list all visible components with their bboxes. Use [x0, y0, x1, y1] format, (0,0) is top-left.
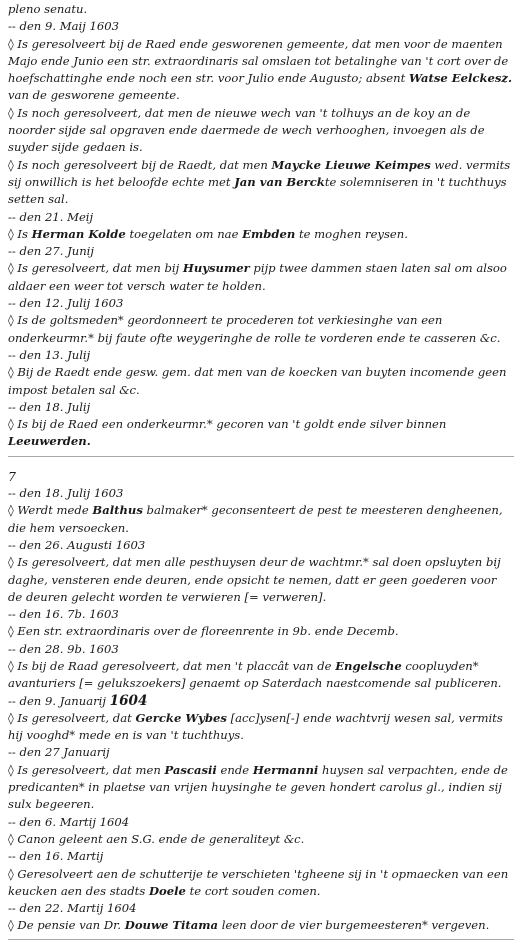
- entry-date: [8, 693, 514, 710]
- text-segment: ◊ Is geresolveert, dat men bij: [8, 261, 183, 276]
- text-segment: -- den 6. Martij 1604: [8, 814, 130, 829]
- text-segment: -- den 28. 9b. 1603: [8, 641, 119, 656]
- text-segment: [acc]ysen[-] ende wachtvrij wesen sal, vermits hij vooghd* mede en is van 't tuchthuys.: [8, 710, 503, 743]
- text-segment: ◊ Is geresolveert, dat: [8, 710, 136, 725]
- entry-date: [8, 347, 514, 364]
- person-or-place-name: Herman Kolde: [31, 226, 126, 241]
- person-or-place-name: Douwe Titama: [124, 918, 219, 933]
- entry-date: [8, 485, 514, 502]
- text-segment: ◊ Is geresolveert, dat men alle pesthuysen deur de wachtmr.* sal doen opsluyten bij daghe, vensteren ende deuren, ende opsicht te nemen, datt er geen goederen voor de deuren gelecht worden te verwieren [= verweren].: [8, 555, 501, 604]
- resolution-entry: [8, 917, 514, 934]
- text-segment: ◊ Is: [8, 226, 32, 241]
- text-segment: ◊ Een str. extraordinaris over de floreenrente in 9b. ende Decemb.: [8, 624, 399, 639]
- text-segment: ◊ Werdt mede: [8, 503, 93, 518]
- entry-date: [8, 744, 514, 761]
- person-or-place-name: Doele: [148, 883, 186, 898]
- entry-date: [8, 209, 514, 226]
- text-segment: balmaker* geconsenteert de pest te meesteren dengheenen, die hem versoecken.: [8, 503, 503, 535]
- text-segment: ◊ Canon geleent aen S.G. ende de generaliteyt &c.: [8, 831, 305, 846]
- entry-date: [8, 18, 514, 35]
- resolution-entry: [8, 416, 514, 451]
- text-segment: -- den 9. Januarij: [8, 693, 110, 708]
- resolution-entry: [8, 157, 514, 209]
- entry-date: [8, 243, 514, 260]
- entry-date: [8, 848, 514, 865]
- entry-date: [8, 641, 514, 658]
- text-segment: -- den 26. Augusti 1603: [8, 537, 146, 552]
- resolution-entry: [8, 710, 514, 745]
- resolution-entry: [8, 554, 514, 606]
- section-2: [8, 485, 514, 935]
- text-segment: leen door de vier burgemeesteren* vergeven.: [218, 918, 490, 933]
- text-segment: te moghen reysen.: [295, 226, 408, 241]
- person-or-place-name: Balthus: [92, 503, 143, 518]
- section-divider: [8, 456, 514, 457]
- text-segment: -- den 16. Martij: [8, 849, 104, 864]
- person-or-place-name: Huysumer: [182, 261, 250, 276]
- resolution-entry: [8, 260, 514, 295]
- person-or-place-name: Jan van Berck: [234, 174, 325, 189]
- text-segment: ◊ Is geresolveert, dat men: [8, 762, 165, 777]
- resolution-entry: [8, 36, 514, 105]
- resolution-entry: [8, 105, 514, 157]
- text-segment: wed. vermits sij onwillich is het beloofde echte met: [8, 157, 511, 189]
- entry-date: [8, 814, 514, 831]
- text-segment: -- den 27 Januarij: [8, 745, 110, 760]
- text-segment: te cort souden comen.: [185, 883, 321, 898]
- text-segment: ◊ Is de goltsmeden* geordonneert te procederen tot verkiesinghe van een onderkeurmr.* bij faute ofte weygeringhe de rolle te vorderen ende te casseren &c.: [8, 313, 501, 345]
- person-or-place-name: Pascasii: [164, 762, 217, 777]
- resolution-entry: [8, 312, 514, 347]
- entry-date: [8, 606, 514, 623]
- resolution-entry: [8, 226, 514, 243]
- section-1: [8, 1, 514, 451]
- resolution-entry: [8, 762, 514, 814]
- page-number: 7: [8, 468, 16, 484]
- text-segment: ◊ Is geresolveert bij de Raed ende gesworenen gemeente, dat men voor de maenten Majo ende Junio een str. extraordinaris sal omslaen tot betalinghe van 't cort over de hoefschattinghe ende noch een str. voor Julio ende Augusto; absent: [8, 36, 509, 86]
- text-segment: ◊ Is noch geresolveert, dat men de nieuwe wech van 't tolhuys an de koy an de noorder sijde sal opgraven ende daermede de wech verhooghen, invoegen als de suyder sijde gedaen is.: [8, 105, 485, 155]
- year-heading: 1604: [109, 692, 148, 709]
- resolution-entry: [8, 502, 514, 537]
- text-segment: ◊ Geresolveert aen de schutterije te verschieten 'tgheene sij in 't opmaecken van een keucken aen des stadts: [8, 866, 509, 898]
- person-or-place-name: Maycke Lieuwe Keimpes: [271, 157, 431, 172]
- resolution-entry: [8, 658, 514, 693]
- text-segment: ◊ Is noch geresolveert bij de Raedt, dat men: [8, 157, 272, 172]
- person-or-place-name: Watse Eelckesz.: [408, 71, 513, 86]
- entry-date: [8, 399, 514, 416]
- entry-date: [8, 900, 514, 917]
- text-segment: -- den 16. 7b. 1603: [8, 607, 119, 622]
- text-segment: coopluyden* avanturiers [= gelukszoekers] genaemt op Saterdach naestcomende sal publiceren.: [8, 658, 502, 691]
- text-segment: -- den 9. Maij 1603: [8, 19, 119, 34]
- text-segment: pleno senatu.: [8, 2, 88, 16]
- entry-date: [8, 295, 514, 312]
- person-or-place-name: Embden: [242, 226, 296, 241]
- resolution-entry: [8, 364, 514, 399]
- resolution-entry: [8, 623, 514, 640]
- text-segment: -- den 12. Julij 1603: [8, 296, 124, 311]
- person-or-place-name: Leeuwerden.: [8, 434, 91, 449]
- text-segment: pijp twee dammen staen laten sal om alsoo aldaer een weer tot versch water te holden.: [8, 261, 507, 293]
- text-segment: ende: [216, 762, 253, 777]
- text-segment: -- den 13. Julij: [8, 347, 91, 362]
- text-segment: -- den 18. Julij: [8, 399, 91, 414]
- text-segment: ◊ Is bij de Raed een onderkeurmr.* gecoren van 't goldt ende silver binnen: [8, 417, 447, 432]
- entry-date: [8, 537, 514, 554]
- resolution-entry: [8, 831, 514, 848]
- text-segment: huysen sal verpachten, ende de predicanten* in plaetse van vrijen huysinghe te geven hondert carolus gl., indien sij sulx begeeren.: [8, 762, 508, 812]
- text-segment: ◊ De pensie van Dr.: [8, 918, 125, 933]
- person-or-place-name: Engelsche: [335, 658, 402, 673]
- text-segment: te solemniseren in 't tuchthuys setten sal.: [8, 174, 507, 207]
- text-segment: -- den 22. Martij 1604: [8, 901, 137, 916]
- text-segment: -- den 18. Julij 1603: [8, 486, 124, 501]
- text-segment: -- den 27. Junij: [8, 244, 94, 259]
- text-segment: ◊ Bij de Raedt ende gesw. gem. dat men van de koecken van buyten incomende geen impost betalen sal &c.: [8, 365, 507, 397]
- resolution-entry: [8, 866, 514, 901]
- text-line: [8, 1, 514, 18]
- person-or-place-name: Gercke Wybes: [135, 710, 227, 725]
- person-or-place-name: Hermanni: [252, 762, 319, 777]
- text-segment: ◊ Is bij de Raad geresolveert, dat men 't placcât van de: [8, 658, 336, 673]
- text-segment: toegelaten om nae: [125, 226, 243, 241]
- text-segment: -- den 21. Meij: [8, 209, 94, 224]
- text-segment: van de gesworene gemeente.: [8, 88, 180, 103]
